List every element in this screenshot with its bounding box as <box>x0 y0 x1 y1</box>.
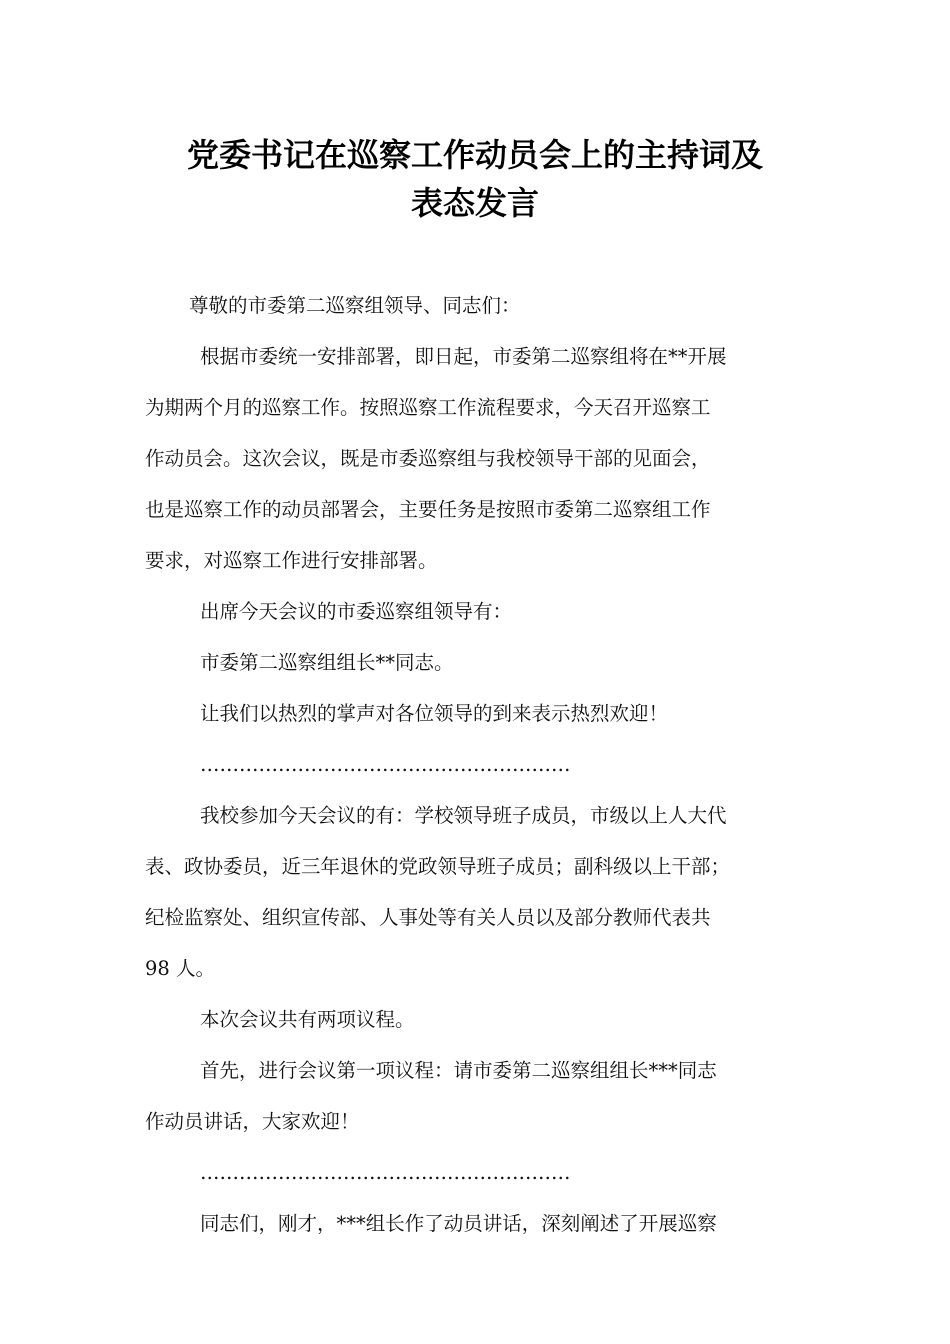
paragraph-line: 作动员会。这次会议，既是市委巡察组与我校领导干部的见面会， <box>145 447 711 470</box>
paragraph-line: 作动员讲话，大家欢迎！ <box>145 1110 360 1133</box>
paragraph-line: 要求，对巡察工作进行安排部署。 <box>145 549 438 572</box>
document-body <box>145 280 825 1249</box>
paragraph-line: 市委第二巡察组组长**同志。 <box>200 651 454 674</box>
ellipsis-separator: ………………………………………………… <box>200 1161 571 1184</box>
document-title-line-2: 表态发言 <box>410 184 539 222</box>
document-title-line-1: 党委书记在巡察工作动员会上的主持词及 <box>186 136 763 174</box>
paragraph-line: 为期两个月的巡察工作。按照巡察工作流程要求，今天召开巡察工 <box>145 396 711 419</box>
paragraph-line: 根据市委统一安排部署，即日起，市委第二巡察组将在**开展 <box>200 345 727 368</box>
paragraph-line: 也是巡察工作的动员部署会，主要任务是按照市委第二巡察组工作 <box>145 498 711 521</box>
paragraph-line: 同志们，刚才，***组长作了动员讲话，深刻阐述了开展巡察 <box>200 1212 717 1235</box>
paragraph-line: 首先，进行会议第一项议程：请市委第二巡察组组长***同志 <box>200 1059 717 1082</box>
paragraph-line: 表、政协委员，近三年退休的党政领导班子成员；副科级以上干部； <box>145 855 731 878</box>
paragraph-line: 出席今天会议的市委巡察组领导有： <box>200 600 513 623</box>
paragraph-line: 本次会议共有两项议程。 <box>200 1008 415 1031</box>
paragraph-line: 让我们以热烈的掌声对各位领导的到来表示热烈欢迎！ <box>200 702 669 725</box>
salutation-line: 尊敬的市委第二巡察组领导、同志们： <box>189 294 521 317</box>
paragraph-line: 98 人。 <box>145 957 216 980</box>
paragraph-line: 我校参加今天会议的有：学校领导班子成员，市级以上人大代 <box>200 804 727 827</box>
paragraph-line: 纪检监察处、组织宣传部、人事处等有关人员以及部分教师代表共 <box>145 906 711 929</box>
ellipsis-separator: ………………………………………………… <box>200 753 571 776</box>
